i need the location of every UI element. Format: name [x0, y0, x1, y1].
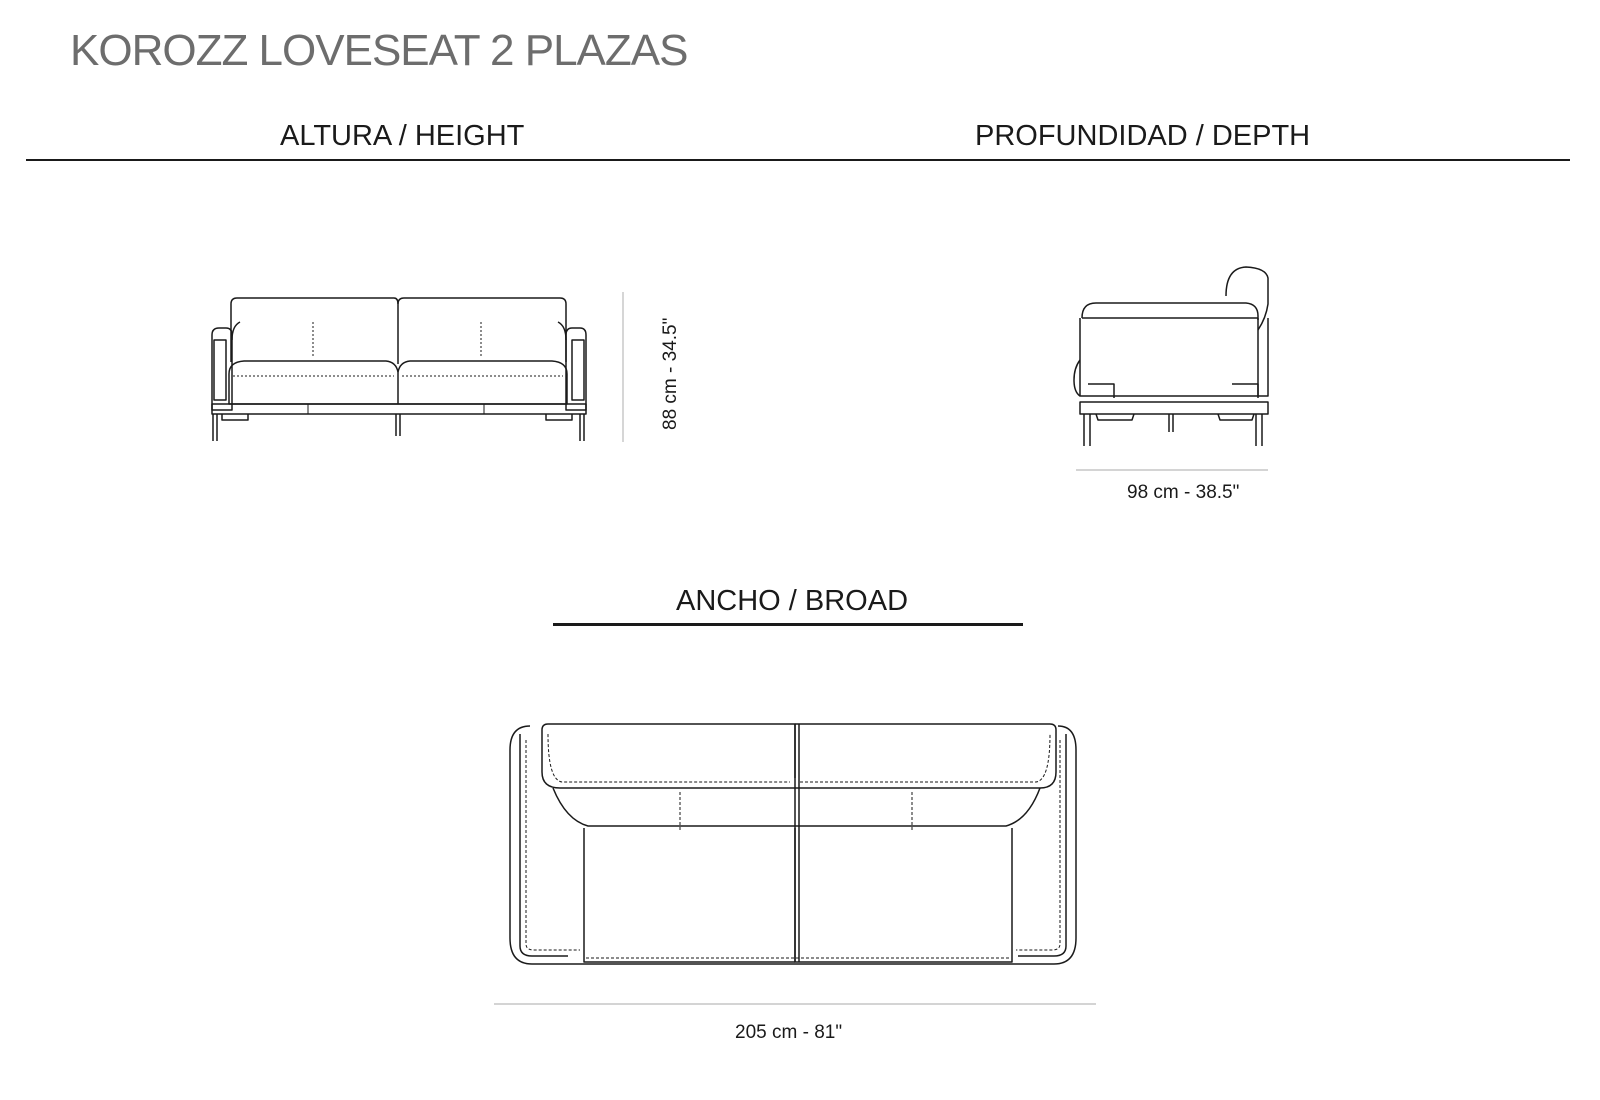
height-dimension: 88 cm - 34.5": [660, 317, 681, 430]
top-view-stitching: [526, 734, 1060, 958]
depth-view-title: PROFUNDIDAD / DEPTH: [975, 120, 1311, 152]
front-view-sofa: [212, 298, 586, 441]
top-view-sofa: [510, 724, 1076, 964]
width-dimension: 205 cm - 81": [735, 1022, 843, 1043]
front-view-base-rails: [308, 404, 484, 414]
height-view-title: ALTURA / HEIGHT: [280, 120, 525, 152]
side-view-sofa: [1074, 267, 1268, 446]
broad-view-title: ANCHO / BROAD: [676, 585, 909, 617]
depth-dimension: 98 cm - 38.5": [1127, 482, 1240, 503]
page-title: KOROZZ LOVESEAT 2 PLAZAS: [70, 26, 688, 75]
